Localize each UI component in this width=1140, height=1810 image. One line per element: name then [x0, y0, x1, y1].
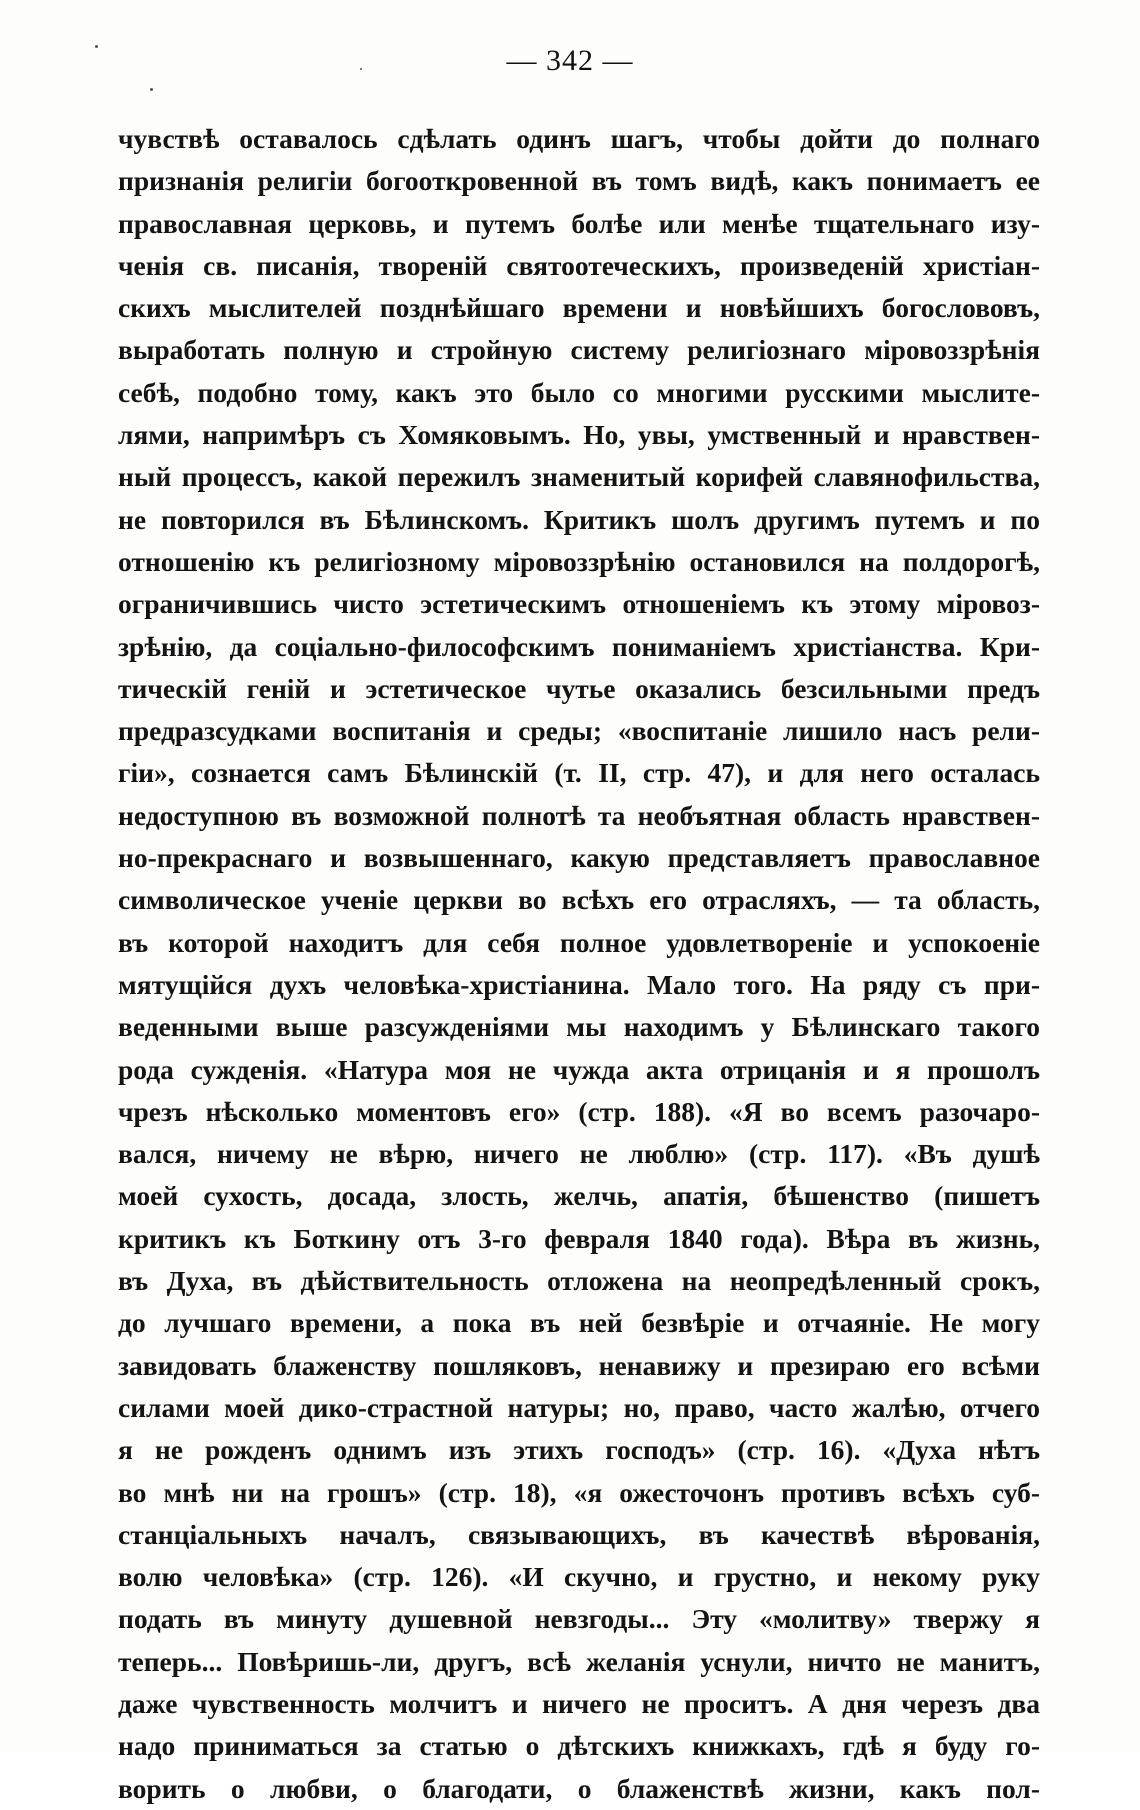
- text-line: станціальныхъ началъ, связывающихъ, въ качествѣ вѣрованія,: [118, 1518, 1040, 1550]
- text-line: гіи», сознается самъ Бѣлинскій (т. II, стр. 47), и для него осталась: [118, 757, 1040, 789]
- text-line: подать въ минуту душевной невзгоды... Эту «молитву» твержу я: [118, 1603, 1040, 1635]
- body-text: [118, 118, 1040, 1810]
- text-line: до лучшаго времени, а пока въ ней безвѣріе и отчаяніе. Не могу: [118, 1307, 1040, 1339]
- text-line: въ которой находитъ для себя полное удовлетвореніе и успокоеніе: [118, 926, 1040, 958]
- text-line: ворить о любви, о благодати, о блаженствѣ жизни, какъ пол-: [118, 1772, 1040, 1804]
- text-line: скихъ мыслителей позднѣйшаго времени и новѣйшихъ богослововъ,: [118, 292, 1040, 324]
- text-line: лями, напримѣръ съ Хомяковымъ. Но, увы, умственный и нравствен-: [118, 419, 1040, 451]
- text-line: символическое ученіе церкви во всѣхъ его отрасляхъ, — та область,: [118, 884, 1040, 916]
- text-line: критикъ къ Боткину отъ 3-го февраля 1840 года). Вѣра въ жизнь,: [118, 1222, 1040, 1254]
- text-line: предразсудками воспитанія и среды; «воспитаніе лишило насъ рели-: [118, 715, 1040, 747]
- text-line: но-прекраснаго и возвышеннаго, какую представляетъ православное: [118, 842, 1040, 874]
- text-line: не повторился въ Бѣлинскомъ. Критикъ шолъ другимъ путемъ и по: [118, 503, 1040, 535]
- text-line: православная церковь, и путемъ болѣе или менѣе тщательнаго изу-: [118, 207, 1040, 239]
- text-line: ченія св. писанія, твореній святоотеческихъ, произведеній христіан-: [118, 249, 1040, 281]
- text-line: зрѣнію, да соціально-философскимъ пониманіемъ христіанства. Кри-: [118, 630, 1040, 662]
- text-line: чрезъ нѣсколько моментовъ его» (стр. 188). «Я во всемъ разочаро-: [118, 1095, 1040, 1127]
- text-line: ный процессъ, какой пережилъ знаменитый корифей славянофильства,: [118, 461, 1040, 493]
- text-line: ограничившись чисто эстетическимъ отношеніемъ къ этому міровоз-: [118, 588, 1040, 620]
- text-line: во мнѣ ни на грошъ» (стр. 18), «я ожесточонъ противъ всѣхъ суб-: [118, 1476, 1040, 1508]
- text-line: себѣ, подобно тому, какъ это было со многими русскими мыслите-: [118, 376, 1040, 408]
- paper-speck: [150, 88, 153, 91]
- text-line: признанія религіи богооткровенной въ томъ видѣ, какъ понимаетъ ее: [118, 165, 1040, 197]
- text-line: въ Духа, въ дѣйствительность отложена на неопредѣленный срокъ,: [118, 1265, 1040, 1297]
- paper-speck: [95, 45, 98, 48]
- text-line: чувствѣ оставалось сдѣлать одинъ шагъ, чтобы дойти до полнаго: [118, 123, 1040, 154]
- text-line: теперь... Повѣришь-ли, другъ, всѣ желанія уснули, ничто не манитъ,: [118, 1645, 1040, 1677]
- text-line: вался, ничему не вѣрю, ничего не люблю» (стр. 117). «Въ душѣ: [118, 1138, 1040, 1170]
- text-line: веденными выше разсужденіями мы находимъ у Бѣлинскаго такого: [118, 1011, 1040, 1043]
- page-number: — 342 —: [506, 44, 634, 77]
- text-line: недоступною въ возможной полнотѣ та необъятная область нравствен-: [118, 799, 1040, 831]
- text-line: силами моей дико-страстной натуры; но, право, часто жалѣю, отчего: [118, 1391, 1040, 1423]
- text-line: моей сухость, досада, злость, желчь, апатія, бѣшенство (пишетъ: [118, 1180, 1040, 1212]
- text-line: отношенію къ религіозному міровоззрѣнію остановился на полдорогѣ,: [118, 545, 1040, 577]
- text-line: мятущійся духъ человѣка-христіанина. Мало того. На ряду съ при-: [118, 968, 1040, 1000]
- text-line: надо приниматься за статью о дѣтскихъ книжкахъ, гдѣ я буду го-: [118, 1730, 1040, 1762]
- text-line: выработать полную и стройную систему религіознаго міровоззрѣнія: [118, 334, 1040, 366]
- text-line: завидовать блаженству пошляковъ, ненавижу и презираю его всѣми: [118, 1349, 1040, 1381]
- paper-speck: [360, 68, 362, 70]
- text-line: рода сужденія. «Натура моя не чужда акта отрицанія и я прошолъ: [118, 1053, 1040, 1085]
- text-line: я не рожденъ однимъ изъ этихъ господъ» (стр. 16). «Духа нѣтъ: [118, 1434, 1040, 1466]
- text-line: даже чувственность молчитъ и ничего не проситъ. А дня черезъ два: [118, 1687, 1040, 1719]
- text-line: тическій геній и эстетическое чутье оказались безсильными предъ: [118, 672, 1040, 704]
- text-line: волю человѣка» (стр. 126). «И скучно, и грустно, и некому руку: [118, 1561, 1040, 1593]
